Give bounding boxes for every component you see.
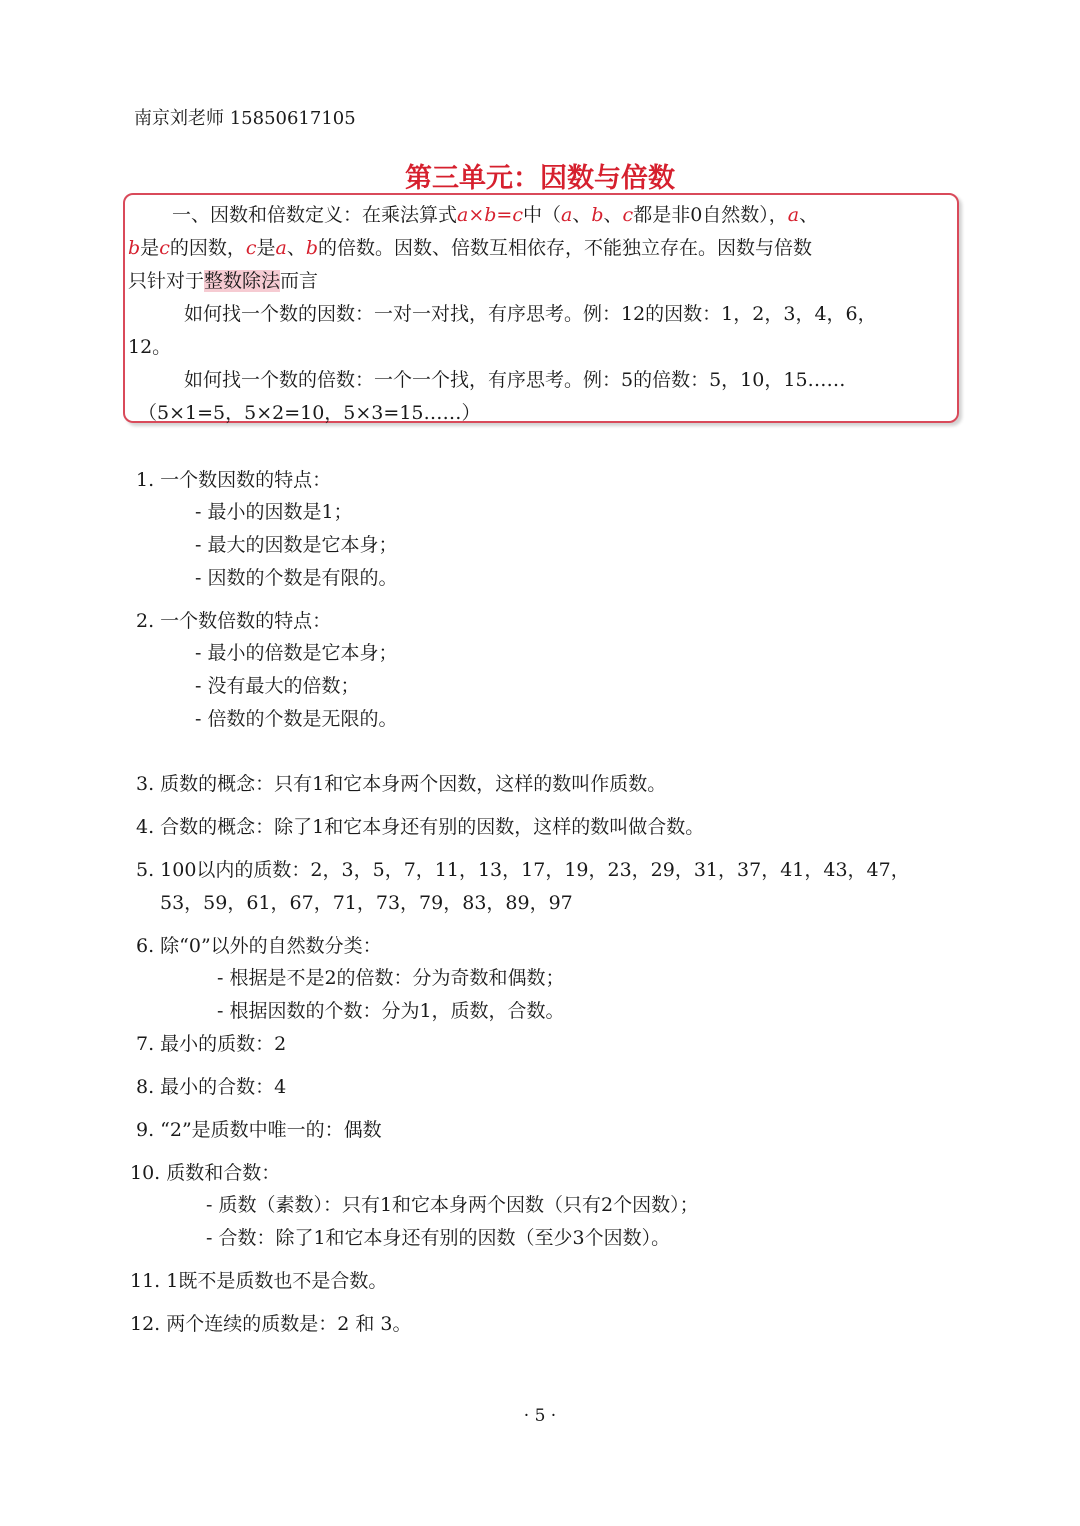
page-number: · 5 ·	[523, 1406, 557, 1426]
list-item-9: 9. “2”是质数中唯一的：偶数	[136, 1119, 382, 1141]
definition-line-3: 只针对于整数除法而言	[128, 270, 319, 292]
author-header: 南京刘老师 15850617105	[134, 108, 356, 129]
list-item-11: 11. 1既不是质数也不是合数。	[130, 1270, 388, 1292]
list-item-5-continued: 53，59，61，67，71，73，79，83，89，97	[160, 892, 573, 914]
list-item-8: 8. 最小的合数：4	[136, 1076, 287, 1098]
list-item-12: 12. 两个连续的质数是：2 和 3。	[130, 1313, 412, 1335]
list-item-4: 4. 合数的概念：除了1和它本身还有别的因数，这样的数叫做合数。	[136, 816, 705, 838]
list-item-3: 3. 质数的概念：只有1和它本身两个因数，这样的数叫作质数。	[136, 773, 667, 795]
list-subitem: - 最大的因数是它本身；	[195, 534, 398, 556]
definition-line-1: 一、因数和倍数定义：在乘法算式a×b=c中（a、b、c都是非0自然数），a、	[172, 204, 819, 226]
list-item-10: 10. 质数和合数：	[130, 1162, 281, 1184]
list-item-1: 1. 一个数因数的特点：	[136, 469, 332, 491]
find-factors-line: 如何找一个数的因数：一对一对找，有序思考。例：12的因数：1，2，3，4，6，	[184, 303, 877, 325]
list-subitem: - 合数：除了1和它本身还有别的因数（至少3个因数）。	[206, 1227, 671, 1249]
find-multiples-line-2: （5×1=5，5×2=10，5×3=15……）	[138, 402, 481, 424]
find-multiples-line: 如何找一个数的倍数：一个一个找，有序思考。例：5的倍数：5，10，15……	[184, 369, 846, 391]
list-subitem: - 倍数的个数是无限的。	[195, 708, 398, 730]
list-subitem: - 因数的个数是有限的。	[195, 567, 398, 589]
list-subitem: - 根据因数的个数：分为1，质数，合数。	[217, 1000, 565, 1022]
list-item-7: 7. 最小的质数：2	[136, 1033, 287, 1055]
list-item-2: 2. 一个数倍数的特点：	[136, 610, 332, 632]
list-subitem: - 没有最大的倍数；	[195, 675, 360, 697]
page-title: 第三单元：因数与倍数	[405, 163, 675, 194]
definition-line-2: b是c的因数，c是a、b的倍数。因数、倍数互相依存，不能独立存在。因数与倍数	[128, 237, 813, 259]
list-subitem: - 质数（素数）：只有1和它本身两个因数（只有2个因数）；	[206, 1194, 699, 1216]
highlight-integer-division: 整数除法	[204, 270, 281, 292]
list-item-5: 5. 100以内的质数：2，3，5，7，11，13，17，19，23，29，31，37，41，43，47，	[136, 859, 910, 881]
list-subitem: - 最小的倍数是它本身；	[195, 642, 398, 664]
list-subitem: - 最小的因数是1；	[195, 501, 353, 523]
list-item-6: 6. 除“0”以外的自然数分类：	[136, 935, 382, 957]
list-subitem: - 根据是不是2的倍数：分为奇数和偶数；	[217, 967, 565, 989]
find-factors-line-2: 12。	[128, 336, 172, 358]
